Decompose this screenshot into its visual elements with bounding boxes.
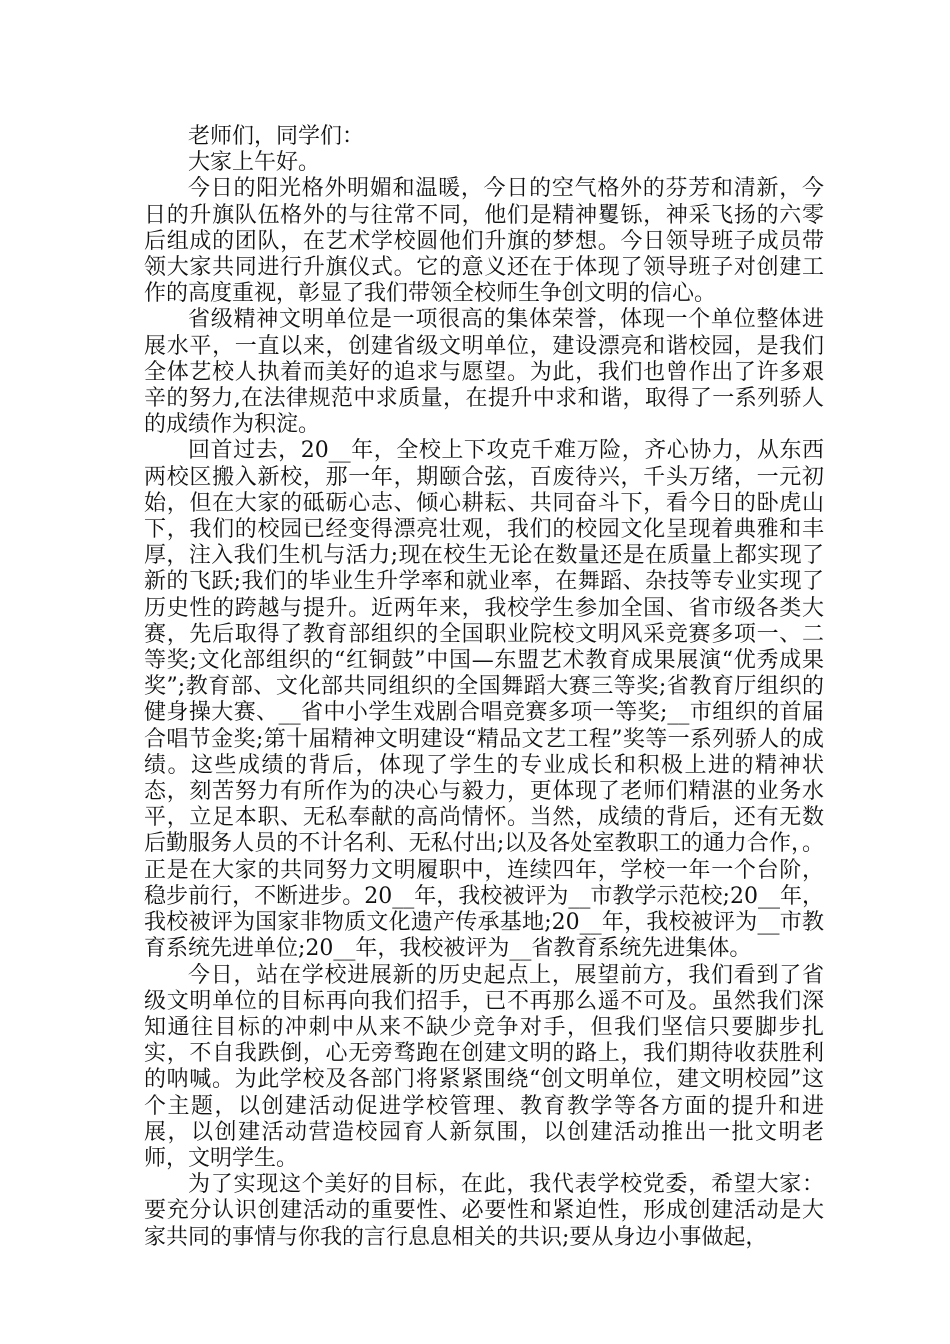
paragraph-hopes: 为了实现这个美好的目标，在此，我代表学校党委，希望大家：要充分认识创建活动的重要性、必要性和紧迫性，形成创建活动是大家共同的事情与你我的言行息息相关的共识;要从身边小事做起， — [144, 1172, 824, 1250]
paragraph-flag-raising: 今日的阳光格外明媚和温暖，今日的空气格外的芬芳和清新，今日的升旗队伍格外的与往常不同，他们是精神矍铄，神采飞扬的六零后组成的团队，在艺术学校圆他们升旗的梦想。今日领导班子成员带领大家共同进行升旗仪式。它的意义还在于体现了领导班子对创建工作的高度重视，彰显了我们带领全校师生争创文明的信心。 — [144, 176, 824, 307]
paragraph-civilization-honor: 省级精神文明单位是一项很高的集体荣誉，体现一个单位整体进展水平，一直以来，创建省级文明单位，建设漂亮和谐校园，是我们全体艺校人执着而美好的追求与愿望。为此，我们也曾作出了许多艰辛的努力,在法律规范中求质量，在提升中求和谐，取得了一系列骄人的成绩作为积淀。 — [144, 307, 824, 438]
good-morning-line: 大家上午好。 — [188, 150, 321, 176]
paragraph-outlook: 今日，站在学校进展新的历史起点上，展望前方，我们看到了省级文明单位的目标再向我们招手，已不再那么遥不可及。虽然我们深知通往目标的冲刺中从来不缺少竞争对手，但我们坚信只要脚步扎实，不自我跌倒，心无旁骛跑在创建文明的路上，我们期待收获胜利的呐喊。为此学校及各部门将紧紧围绕“创文明单位，建文明校园”这个主题，以创建活动促进学校管理、教育教学等各方面的提升和进展，以创建活动营造校园育人新氛围，以创建活动推出一批文明老师，文明学生。 — [144, 962, 824, 1171]
paragraph-achievements: 回首过去，20__年，全校上下攻克千难万险，齐心协力，从东西两校区搬入新校，那一年，期颐合弦，百废待兴，千头万绪，一元初始，但在大家的砥砺心志、倾心耕耘、共同奋斗下，看今日的卧虎山下，我们的校园已经变得漂亮壮观，我们的校园文化呈现着典雅和丰厚，注入我们生机与活力;现在校生无论在数量还是在质量上都实现了新的飞跃;我们的毕业生升学率和就业率，在舞蹈、杂技等专业实现了历史性的跨越与提升。近两年来，我校学生参加全国、省市级各类大赛，先后取得了教育部组织的全国职业院校文明风采竞赛多项一、二等奖;文化部组织的“红铜鼓”中国—东盟艺术教育成果展演“优秀成果奖”;教育部、文化部共同组织的全国舞蹈大赛三等奖;省教育厅组织的健身操大赛、__省中小学生戏剧合唱竞赛多项一等奖;__市组织的首届合唱节金奖;第十届精神文明建设“精品文艺工程”奖等一系列骄人的成绩。这些成绩的背后，体现了学生的专业成长和积极上进的精神状态，刻苦努力有所作为的决心与毅力，更体现了老师们精湛的业务水平，立足本职、无私奉献的高尚情怀。当然，成绩的背后，还有无数后勤服务人员的不计名利、无私付出;以及各处室教职工的通力合作，。正是在大家的共同努力文明履职中，连续四年，学校一年一个台阶，稳步前行，不断进步。20__年，我校被评为__市教学示范校;20__年，我校被评为国家非物质文化遗产传承基地;20__年，我校被评为__市教育系统先进单位;20__年，我校被评为__省教育系统先进集体。 — [144, 438, 824, 962]
greeting-line: 老师们，同学们： — [188, 124, 365, 149]
speech-text — [144, 124, 824, 1251]
